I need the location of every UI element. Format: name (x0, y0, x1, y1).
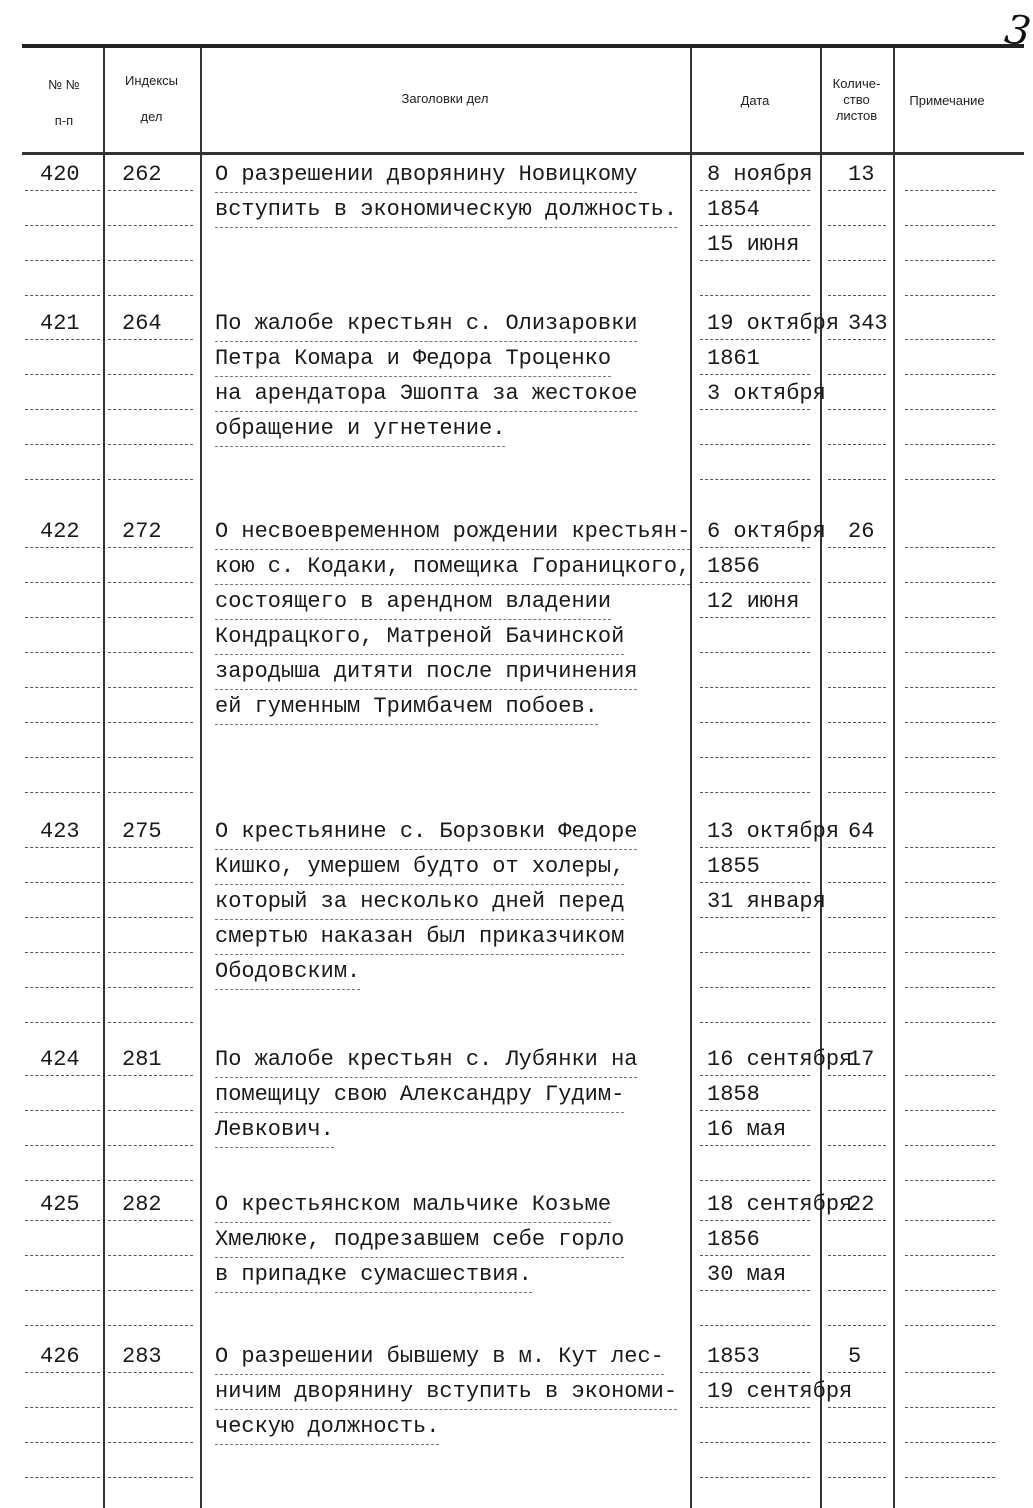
ruling-line (700, 987, 810, 989)
ruling-line (25, 339, 100, 341)
ruling-line (700, 1145, 810, 1147)
entry-date-line: 1856 (707, 554, 760, 579)
ruling-line (905, 1407, 995, 1409)
ruling-line (905, 374, 995, 376)
entry-sheet-count: 17 (848, 1047, 875, 1072)
ruling-line (905, 652, 995, 654)
ruling-line (828, 409, 886, 411)
ruling-line (25, 917, 100, 919)
header-index (103, 72, 200, 126)
header-index-sub: дел (140, 109, 163, 124)
ruling-line (828, 722, 886, 724)
ruling-line (828, 295, 886, 297)
ruling-line (108, 1325, 193, 1327)
entry-title-line: состоящего в арендном владении (215, 584, 611, 620)
ruling-line (828, 882, 886, 884)
header-rule (22, 152, 1024, 155)
ruling-line (25, 260, 100, 262)
ruling-line (905, 479, 995, 481)
header-index-label: Индексы (124, 73, 178, 88)
ruling-line (700, 1290, 810, 1292)
entry-title-line: смертью наказан был приказчиком (215, 919, 624, 955)
ruling-line (25, 444, 100, 446)
entry-date-line: 8 ноября (707, 162, 813, 187)
ruling-line (828, 687, 886, 689)
entry-date-line: 30 мая (707, 1262, 787, 1287)
ruling-line (25, 225, 100, 227)
ruling-line (905, 1325, 995, 1327)
ruling-line (700, 617, 810, 619)
ruling-line (108, 847, 193, 849)
ruling-line (905, 190, 995, 192)
ruling-line (25, 1255, 100, 1257)
ruling-line (108, 409, 193, 411)
ruling-line (700, 225, 810, 227)
ruling-line (700, 339, 810, 341)
entry-index: 283 (122, 1344, 162, 1369)
ruling-line (25, 987, 100, 989)
ruling-line (25, 1325, 100, 1327)
ruling-line (108, 1255, 193, 1257)
ruling-line (108, 295, 193, 297)
ruling-line (700, 792, 810, 794)
ruling-line (25, 757, 100, 759)
ruling-line (828, 582, 886, 584)
ruling-line (700, 952, 810, 954)
ruling-line (25, 617, 100, 619)
entry-number: 424 (40, 1047, 80, 1072)
ruling-line (905, 444, 995, 446)
ruling-line (108, 444, 193, 446)
ruling-line (25, 687, 100, 689)
entry-date-line: 1856 (707, 1227, 760, 1252)
entry-title-line: О крестьянине с. Борзовки Федоре (215, 814, 637, 850)
ruling-line (700, 409, 810, 411)
ruling-line (25, 1477, 100, 1479)
ruling-line (828, 1407, 886, 1409)
ruling-line (108, 1145, 193, 1147)
ruling-line (108, 582, 193, 584)
entry-title-line: обращение и угнетение. (215, 411, 505, 447)
ruling-line (700, 295, 810, 297)
ruling-line (700, 1477, 810, 1479)
header-count-2: ство (843, 92, 870, 107)
ruling-line (905, 792, 995, 794)
ruling-line (25, 547, 100, 549)
ruling-line (25, 1442, 100, 1444)
ruling-line (700, 582, 810, 584)
ruling-line (905, 917, 995, 919)
entry-date-line: 12 июня (707, 589, 800, 614)
ruling-line (905, 547, 995, 549)
ruling-line (25, 190, 100, 192)
ruling-line (25, 722, 100, 724)
ruling-line (905, 1255, 995, 1257)
entry-date-line: 18 сентября (707, 1192, 853, 1217)
ruling-line (828, 1180, 886, 1182)
entry-title-line: О крестьянском мальчике Козьме (215, 1187, 611, 1223)
entry-title-line: О разрешении бывшему в м. Кут лес- (215, 1339, 664, 1375)
entry-number: 426 (40, 1344, 80, 1369)
entry-title-line: Петра Комара и Федора Троценко (215, 341, 611, 377)
ruling-line (905, 952, 995, 954)
ruling-line (905, 722, 995, 724)
header-count-1: Количе- (832, 76, 881, 91)
header-num-label: № № (48, 77, 80, 92)
header-note: Примечание (909, 93, 985, 108)
ruling-line (700, 1255, 810, 1257)
entry-index: 264 (122, 311, 162, 336)
ruling-line (828, 1110, 886, 1112)
ruling-line (25, 792, 100, 794)
ruling-line (905, 582, 995, 584)
ruling-line (25, 1022, 100, 1024)
entry-title-line: вступить в экономическую должность. (215, 192, 677, 228)
top-rule (22, 44, 1024, 48)
ruling-line (108, 687, 193, 689)
ruling-line (905, 882, 995, 884)
ruling-line (828, 1145, 886, 1147)
entry-index: 282 (122, 1192, 162, 1217)
ruling-line (828, 260, 886, 262)
ruling-line (828, 225, 886, 227)
ruling-line (905, 617, 995, 619)
column-divider (893, 48, 895, 1508)
ruling-line (25, 1180, 100, 1182)
ruling-line (828, 1220, 886, 1222)
ruling-line (108, 547, 193, 549)
entry-date-line: 1861 (707, 346, 760, 371)
ruling-line (905, 260, 995, 262)
entry-index: 272 (122, 519, 162, 544)
ruling-line (700, 1220, 810, 1222)
ruling-line (700, 757, 810, 759)
ruling-line (108, 479, 193, 481)
entry-sheet-count: 64 (848, 819, 875, 844)
ruling-line (905, 1372, 995, 1374)
ruling-line (108, 1075, 193, 1077)
ruling-line (905, 1477, 995, 1479)
entry-date-line: 16 сентября (707, 1047, 853, 1072)
ruling-line (108, 1442, 193, 1444)
entry-title-line: кою с. Кодаки, помещика Гораницкого, (215, 549, 690, 585)
entry-title-line: ничим дворянину вступить в экономи- (215, 1374, 677, 1410)
column-divider (820, 48, 822, 1508)
ruling-line (905, 409, 995, 411)
ruling-line (700, 1325, 810, 1327)
ruling-line (25, 1145, 100, 1147)
ruling-line (25, 1290, 100, 1292)
entry-index: 275 (122, 819, 162, 844)
ruling-line (828, 1075, 886, 1077)
ruling-line (700, 1110, 810, 1112)
ruling-line (828, 917, 886, 919)
ruling-line (905, 1075, 995, 1077)
ruling-line (108, 190, 193, 192)
header-titles: Заголовки дел (401, 91, 489, 106)
ruling-line (905, 1442, 995, 1444)
ruling-line (905, 1180, 995, 1182)
ruling-line (828, 374, 886, 376)
ruling-line (108, 792, 193, 794)
ruling-line (25, 374, 100, 376)
ruling-line (108, 1290, 193, 1292)
ruling-line (828, 1255, 886, 1257)
entry-title-line: помещицу свою Александру Гудим- (215, 1077, 624, 1113)
ruling-line (25, 1110, 100, 1112)
ruling-line (700, 1180, 810, 1182)
entry-date-line: 1854 (707, 197, 760, 222)
ruling-line (25, 1372, 100, 1374)
ruling-line (905, 1022, 995, 1024)
header-num-sub: п-п (54, 113, 74, 128)
entry-title-line: ческую должность. (215, 1409, 439, 1445)
ruling-line (25, 582, 100, 584)
ruling-line (108, 917, 193, 919)
ruling-line (828, 757, 886, 759)
entry-date-line: 1858 (707, 1082, 760, 1107)
ruling-line (108, 374, 193, 376)
entry-date-line: 31 января (707, 889, 826, 914)
ruling-line (828, 792, 886, 794)
entry-sheet-count: 26 (848, 519, 875, 544)
ruling-line (108, 987, 193, 989)
ruling-line (108, 652, 193, 654)
ruling-line (828, 339, 886, 341)
ruling-line (700, 652, 810, 654)
entry-sheet-count: 22 (848, 1192, 875, 1217)
ruling-line (828, 847, 886, 849)
entry-title-line: О несвоевременном рождении крестьян- (215, 514, 690, 550)
ruling-line (905, 1220, 995, 1222)
ruling-line (700, 847, 810, 849)
entry-date-line: 6 октября (707, 519, 826, 544)
entry-sheet-count: 5 (848, 1344, 862, 1369)
ruling-line (828, 1372, 886, 1374)
ruling-line (25, 652, 100, 654)
entry-sheet-count: 343 (848, 311, 888, 336)
entry-date-line: 13 октября (707, 819, 840, 844)
ruling-line (828, 190, 886, 192)
header-count-3: листов (835, 108, 878, 123)
ruling-line (905, 295, 995, 297)
entry-date-line: 15 июня (707, 232, 800, 257)
ruling-line (108, 882, 193, 884)
ruling-line (700, 444, 810, 446)
ruling-line (700, 687, 810, 689)
ruling-line (108, 1110, 193, 1112)
entry-title-line: в припадке сумасшествия. (215, 1257, 532, 1293)
entry-date-line: 19 октября (707, 311, 840, 336)
entry-number: 425 (40, 1192, 80, 1217)
ruling-line (700, 722, 810, 724)
ruling-line (108, 1022, 193, 1024)
ruling-line (905, 339, 995, 341)
entry-title-line: Левкович. (215, 1112, 334, 1148)
entry-date-line: 1853 (707, 1344, 760, 1369)
ruling-line (905, 847, 995, 849)
ruling-line (25, 847, 100, 849)
ruling-line (108, 722, 193, 724)
header-count (820, 76, 893, 124)
ruling-line (828, 952, 886, 954)
ruling-line (700, 479, 810, 481)
ruling-line (108, 1220, 193, 1222)
ruling-line (108, 260, 193, 262)
ruling-line (828, 1290, 886, 1292)
entry-title-line: По жалобе крестьян с. Лубянки на (215, 1042, 637, 1078)
ruling-line (828, 1477, 886, 1479)
ruling-line (25, 479, 100, 481)
ruling-line (700, 374, 810, 376)
entry-date-line: 3 октября (707, 381, 826, 406)
ruling-line (905, 225, 995, 227)
ruling-line (700, 882, 810, 884)
ruling-line (108, 1372, 193, 1374)
entry-date-line: 19 сентября (707, 1379, 853, 1404)
entry-date-line: 16 мая (707, 1117, 787, 1142)
ruling-line (700, 1372, 810, 1374)
ruling-line (700, 1075, 810, 1077)
ruling-line (905, 757, 995, 759)
ruling-line (905, 1290, 995, 1292)
ruling-line (828, 1022, 886, 1024)
entry-number: 421 (40, 311, 80, 336)
entry-title-line: Ободовским. (215, 954, 360, 990)
ruling-line (25, 295, 100, 297)
ruling-line (108, 757, 193, 759)
ruling-line (700, 1442, 810, 1444)
ruling-line (828, 1442, 886, 1444)
ruling-line (828, 1325, 886, 1327)
ruling-line (25, 952, 100, 954)
ruling-line (108, 225, 193, 227)
ruling-line (828, 444, 886, 446)
entry-number: 422 (40, 519, 80, 544)
entry-index: 281 (122, 1047, 162, 1072)
column-divider (200, 48, 202, 1508)
ruling-line (828, 617, 886, 619)
ruling-line (905, 1145, 995, 1147)
entry-title-line: зародыша дитяти после причинения (215, 654, 637, 690)
ruling-line (700, 190, 810, 192)
entry-number: 423 (40, 819, 80, 844)
header-date: Дата (740, 93, 770, 108)
ruling-line (700, 260, 810, 262)
ruling-line (108, 1407, 193, 1409)
ruling-line (108, 1180, 193, 1182)
ruling-line (828, 479, 886, 481)
ruling-line (108, 617, 193, 619)
ruling-line (700, 1407, 810, 1409)
entry-title-line: на арендатора Эшопта за жестокое (215, 376, 637, 412)
entry-title-line: По жалобе крестьян с. Олизаровки (215, 306, 637, 342)
ruling-line (108, 1477, 193, 1479)
ruling-line (108, 952, 193, 954)
ruling-line (25, 1075, 100, 1077)
entry-title-line: Хмелюке, подрезавшем себе горло (215, 1222, 624, 1258)
ruling-line (25, 409, 100, 411)
ruling-line (828, 547, 886, 549)
entry-number: 420 (40, 162, 80, 187)
entry-sheet-count: 13 (848, 162, 875, 187)
ruling-line (700, 917, 810, 919)
ruling-line (108, 339, 193, 341)
ruling-line (905, 987, 995, 989)
ruling-line (828, 652, 886, 654)
header-num (25, 76, 103, 130)
ruling-line (905, 1110, 995, 1112)
ruling-line (700, 1022, 810, 1024)
entry-title-line: ей гуменным Тримбачем побоев. (215, 689, 598, 725)
column-divider (103, 48, 105, 1508)
column-divider (690, 48, 692, 1508)
entry-title-line: Кондрацкого, Матреной Бачинской (215, 619, 624, 655)
ruling-line (25, 1220, 100, 1222)
entry-title-line: Кишко, умершем будто от холеры, (215, 849, 624, 885)
ruling-line (25, 1407, 100, 1409)
ruling-line (25, 882, 100, 884)
page-number: 3 (1001, 6, 1033, 56)
entry-title-line: О разрешении дворянину Новицкому (215, 157, 637, 193)
entry-title-line: который за несколько дней перед (215, 884, 624, 920)
ruling-line (905, 687, 995, 689)
entry-index: 262 (122, 162, 162, 187)
ruling-line (700, 547, 810, 549)
ruling-line (828, 987, 886, 989)
entry-date-line: 1855 (707, 854, 760, 879)
